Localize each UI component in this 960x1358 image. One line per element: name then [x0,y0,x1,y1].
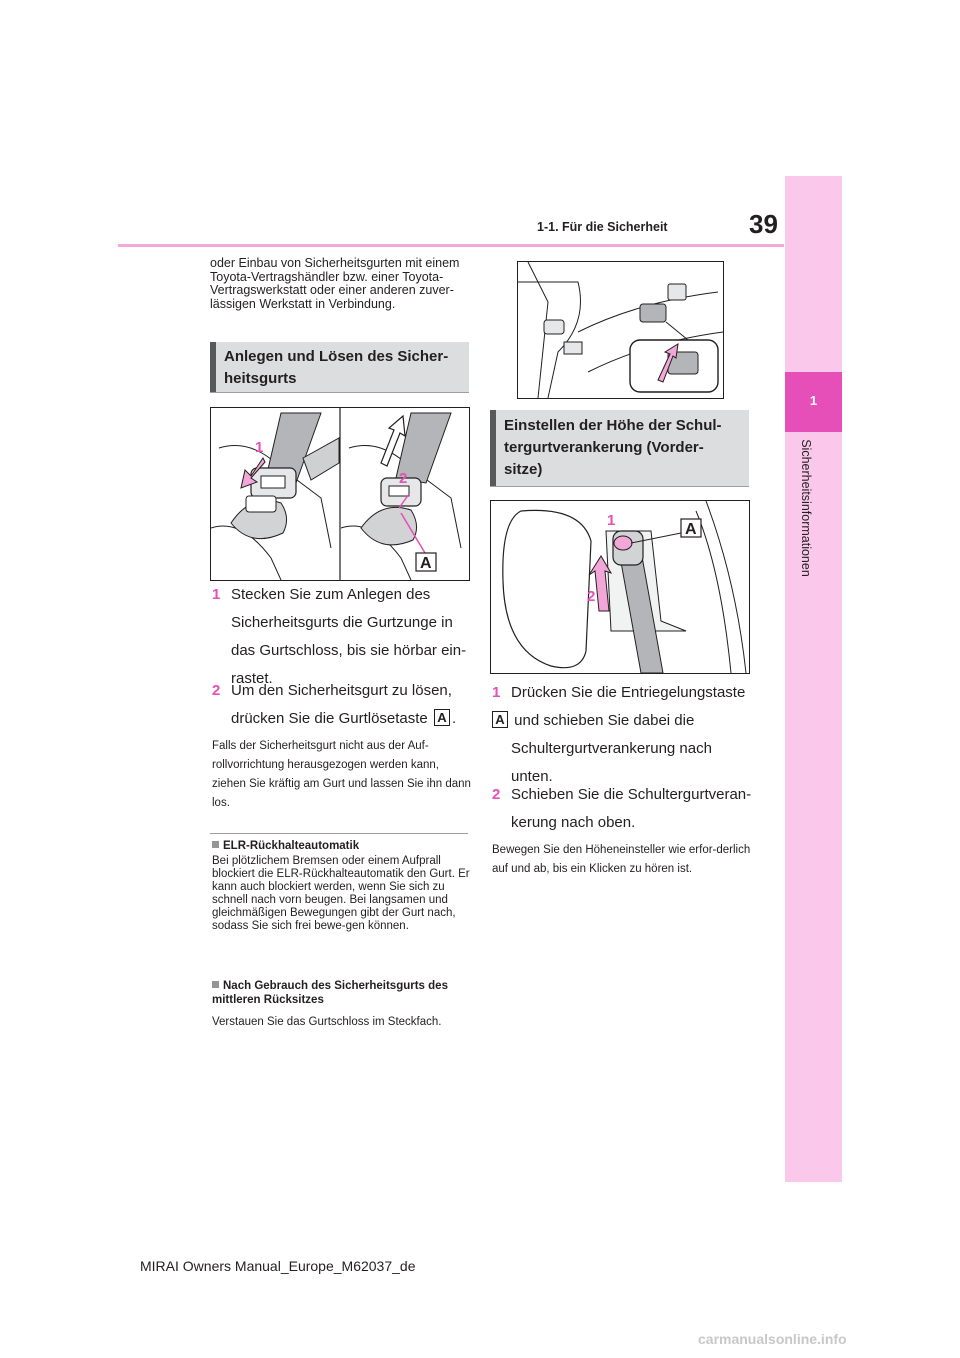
figure-label-1: 1 [255,439,264,456]
subsection-title-elr: ELR-Rückhalteautomatik [212,840,474,854]
step-text: Schieben Sie die Schultergurtveran-kerung nach oben. [511,786,752,831]
step-number: 1 [492,684,501,701]
note-belt-retractor: Falls der Sicherheitsgurt nicht aus der Auf-rollvorrichtung herausgezogen werden kann, ziehen Sie kräftig am Gurt und lassen Sie ihn dann los. [212,740,471,809]
buckle-illustration [211,408,469,580]
anchor-illustration [491,501,749,673]
chapter-label: Sicherheitsinformationen [799,439,813,577]
step-number: 2 [212,682,221,699]
watermark: carmanualsonline.info [698,1331,847,1347]
figure-buckle-stowage [517,261,724,399]
page-number: 39 [749,209,778,239]
heading-bar [210,342,216,392]
step-number: 1 [212,586,221,603]
heading-bar [490,410,496,486]
callout-box-a: A [492,711,508,728]
figure-label-2: 2 [399,470,408,487]
subsection-divider [210,833,468,834]
footer-manual-id: MIRAI Owners Manual_Europe_M62037_de [140,1258,416,1274]
square-bullet-icon [212,981,219,988]
section-title: 1-1. Für die Sicherheit [537,220,668,234]
intro-paragraph: oder Einbau von Sicherheitsgurten mit einem Toyota-Vertragshändler bzw. einer Toyota-Vertragswerkstatt oder einer anderen zuver-lässigen Werkstatt in Verbindung. [210,256,460,311]
step-number: 2 [492,786,501,803]
subsection-title-rear-seat: Nach Gebrauch des Sicherheitsgurts des mittleren Rücksitzes [212,980,448,1006]
figure-anchor-adjust [490,500,750,674]
subsection-text-elr: Bei plötzlichem Bremsen oder einem Aufprall blockiert die ELR-Rückhalteautomatik den Gurt. Er kann auch blockiert werden, wenn Sie sich zu schnell nach vorn beugen. Bei langsamen und gleichmäßigen Bewegungen gibt der Gurt nach, sodass Sie sich frei bewe-gen können. [212,855,470,932]
square-bullet-icon [212,841,219,848]
header-rule [118,244,784,247]
figure-label-1: 1 [607,512,616,529]
section-heading-fasten [210,342,469,393]
figure-label-a: A [685,521,697,538]
stowage-illustration [518,262,723,398]
subsection-text-rear-seat: Verstauen Sie das Gurtschloss im Steckfach. [212,1016,442,1028]
callout-box-a: A [434,709,450,726]
figure-label-2: 2 [587,588,596,605]
heading-text: Einstellen der Höhe der Schul- tergurtverankerung (Vorder- sitze) [504,417,722,478]
step-text: Um den Sicherheitsgurt zu lösen, drücken Sie die Gurtlösetaste A . [231,682,457,727]
step-text: Stecken Sie zum Anlegen des Sicherheitsgurts die Gurtzunge in das Gurtschloss, bis sie hörbar ein-rastet. [231,586,467,687]
section-heading-height-adjust [490,410,749,487]
heading-text: Anlegen und Lösen des Sicher- heitsgurts [224,348,449,387]
note-height-adjuster: Bewegen Sie den Höheneinsteller wie erfor-derlich auf und ab, bis ein Klicken zu hören ist. [492,844,751,875]
step-text: Drücken Sie die Entriegelungstaste A und schieben Sie dabei die Schultergurtverankerung nach unten. [511,679,754,791]
chapter-side-tab [785,176,842,1182]
figure-label-a: A [420,555,432,572]
figure-buckle-fasten [210,407,470,581]
chapter-number: 1 [809,393,818,408]
